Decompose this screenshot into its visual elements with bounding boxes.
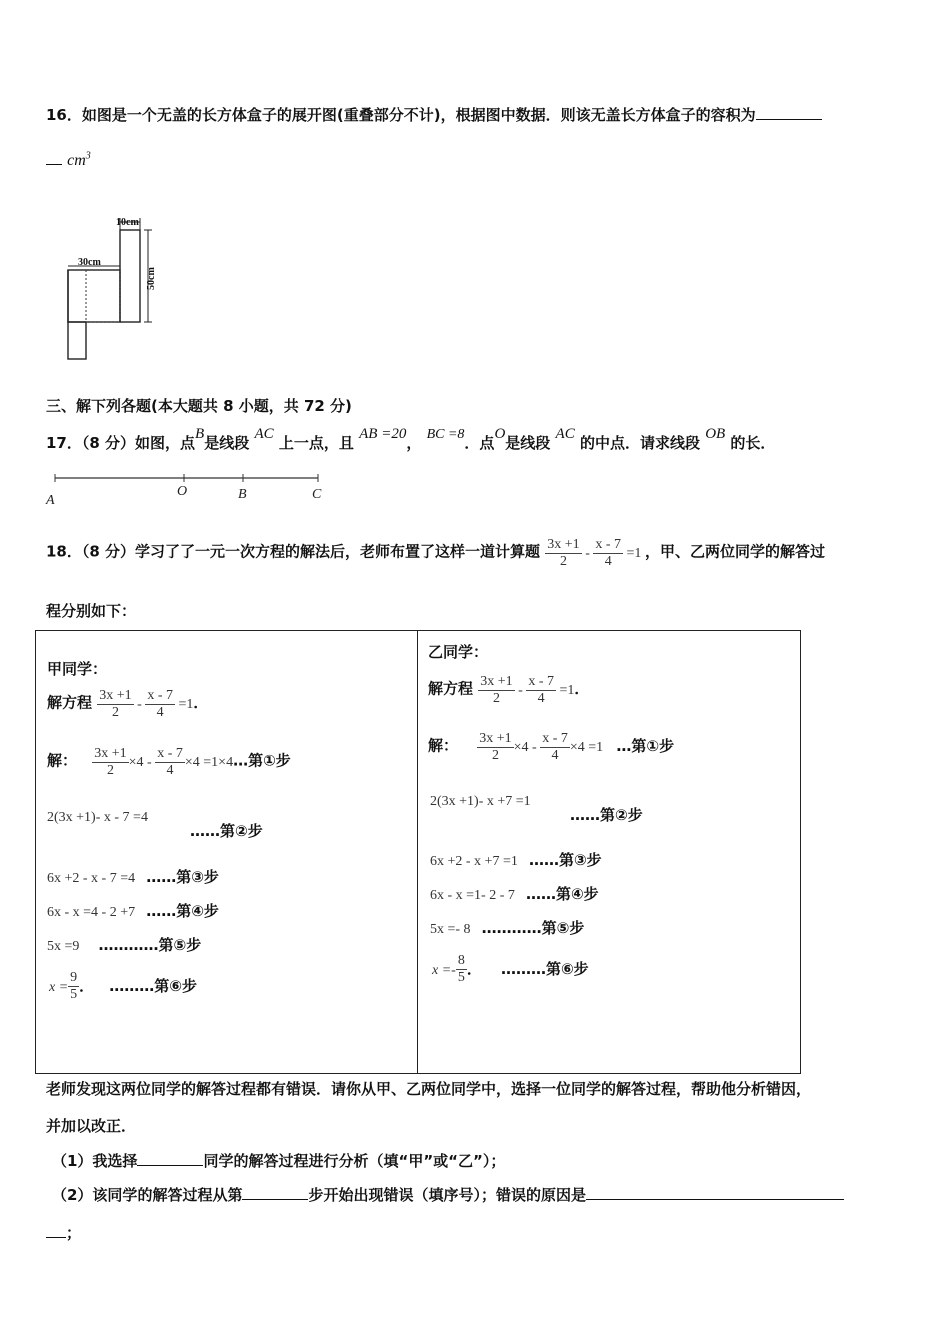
q18-eq-rhs: =1 — [626, 545, 642, 561]
yi-s6-step: ………第⑥步 — [500, 960, 589, 978]
item-1-blank[interactable] — [137, 1151, 203, 1166]
yi-step2 — [430, 790, 531, 810]
jia-s1-den1: 2 — [106, 763, 114, 778]
q17-comma: ， — [406, 434, 422, 452]
yi-eq-rhs: =1 — [559, 682, 575, 698]
line-segment-figure — [40, 468, 340, 508]
yi-title: 乙同学： — [428, 643, 489, 661]
q18-eq-num2: x - 7 — [595, 537, 622, 552]
jia-s1-step: …第①步 — [233, 751, 291, 770]
label-50cm: 50cm — [146, 267, 157, 290]
yi-s4-step: ……第④步 — [525, 885, 599, 903]
jia-jie: 解： — [47, 751, 78, 770]
jia-equation-line — [47, 688, 208, 721]
yi-eq-num2: x - 7 — [528, 674, 554, 689]
q17-prefix: 17．（8 分）如图，点 — [46, 434, 196, 452]
jia-step6 — [49, 970, 197, 1003]
item-2-step-blank[interactable] — [242, 1185, 308, 1200]
box-net-figure — [50, 210, 170, 365]
q17-t6: 的长． — [730, 434, 776, 452]
jia-s1-num2: x - 7 — [157, 746, 183, 761]
point-C: C — [312, 487, 322, 502]
q17-text — [46, 426, 776, 453]
q16-text — [46, 104, 822, 125]
jia-step1 — [47, 746, 291, 779]
q18-intro — [46, 537, 825, 570]
jia-s6-step: ………第⑥步 — [109, 977, 197, 995]
yi-s1-den1: 2 — [491, 748, 499, 763]
jia-eq-rhs: =1 — [178, 696, 194, 712]
jia-title: 甲同学： — [47, 660, 108, 678]
jia-eq-den1: 2 — [111, 705, 119, 720]
q16-unit: cm — [67, 152, 86, 169]
section-3-heading: 三、解下列各题(本大题共 8 小题，共 72 分) — [46, 397, 352, 415]
item-2-prefix: （2）该同学的解答过程从第 — [52, 1186, 243, 1204]
after-p1: 老师发现这两位同学的解答过程都有错误．请你从甲、乙两位同学中，选择一位同学的解答过程，帮助他分析错因， — [46, 1080, 812, 1098]
jia-step2-label: ……第②步 — [190, 822, 263, 840]
jia-step5 — [47, 934, 201, 955]
yi-eq-num1: 3x +1 — [480, 674, 513, 689]
jia-period: ． — [193, 693, 209, 712]
jia-s5-step: …………第⑤步 — [98, 936, 202, 954]
yi-equation-line — [428, 674, 589, 707]
yi-jie: 解： — [428, 736, 459, 755]
yi-step2-label: ……第②步 — [570, 806, 643, 824]
q17-ab-eq: AB =20 — [359, 426, 407, 442]
item-2 — [52, 1184, 844, 1205]
point-B: B — [238, 487, 247, 502]
jia-eq-den2: 4 — [156, 705, 164, 720]
point-O: O — [177, 484, 188, 499]
yi-s1-num2: x - 7 — [542, 731, 568, 746]
yi-s1-tail2: ×4 =1 — [569, 739, 604, 755]
q17-t2: 上一点，且 — [278, 434, 354, 452]
label-30cm: 30cm — [78, 257, 101, 268]
q17-t5: 的中点．请求线段 — [579, 434, 700, 452]
item-2-tail: ； — [66, 1224, 82, 1242]
yi-step5 — [430, 917, 584, 938]
jia-s1-tail2: ×4 =1×4 — [184, 754, 234, 770]
yi-s3-eq: 6x +2 - x +7 =1 — [430, 854, 518, 869]
after-p2: 并加以改正． — [46, 1117, 137, 1135]
q17-bc-eq: BC =8 — [426, 427, 465, 442]
q16-blank-cont[interactable] — [46, 150, 62, 165]
jia-s3-eq: 6x +2 - x - 7 =4 — [47, 871, 136, 886]
jia-step3 — [47, 866, 219, 887]
yi-eq-minus: - — [518, 682, 523, 698]
q16-unit-line — [46, 150, 91, 170]
yi-step1 — [428, 731, 674, 764]
yi-step4 — [430, 883, 599, 904]
item-1-prefix: （1）我选择 — [52, 1152, 138, 1170]
yi-s2-eq: 2(3x +1)- x +7 =1 — [430, 794, 531, 809]
yi-step3 — [430, 849, 602, 870]
yi-period: ． — [574, 679, 590, 698]
yi-eq-den1: 2 — [492, 691, 500, 706]
yi-step6 — [432, 953, 589, 986]
jia-s2-eq: 2(3x +1)- x - 7 =4 — [47, 810, 148, 825]
item-1 — [52, 1150, 505, 1171]
yi-s1-den2: 4 — [551, 748, 559, 763]
q18-eq-den2: 4 — [604, 554, 612, 569]
jia-s6-period: ． — [79, 977, 95, 995]
jia-s1-den2: 4 — [166, 763, 174, 778]
jia-s3-step: ……第③步 — [146, 868, 219, 886]
jia-solve-label: 解方程 — [47, 693, 93, 712]
q17-t1: 是线段 — [204, 434, 250, 452]
yi-s6-num: 8 — [457, 953, 465, 968]
yi-s1-num1: 3x +1 — [479, 731, 512, 746]
yi-s6-lhs: x =- — [432, 963, 456, 978]
solutions-divider — [417, 630, 418, 1073]
item-2-mid: 步开始出现错误（填序号）；错误的原因是 — [308, 1186, 586, 1204]
q18-equation — [545, 537, 645, 569]
box-net-bottom-flap — [68, 322, 86, 359]
label-10cm: 10cm — [116, 217, 139, 228]
q18-intro-end: ，甲、乙两位同学的解答过 — [644, 542, 825, 561]
q16-unit-exp: 3 — [85, 150, 91, 162]
q17-var-O: O — [494, 426, 506, 442]
jia-step4 — [47, 900, 219, 921]
q17-var-AC-2: AC — [555, 426, 575, 442]
yi-s5-eq: 5x =- 8 — [430, 922, 471, 937]
yi-s6-period: ． — [466, 960, 482, 978]
yi-s5-step: …………第⑤步 — [481, 919, 585, 937]
q16-blank[interactable] — [756, 105, 822, 120]
jia-s1-num1: 3x +1 — [94, 746, 127, 761]
q17-var-B: B — [195, 426, 205, 442]
q17-var-OB: OB — [705, 426, 726, 442]
jia-eq-minus: - — [137, 696, 142, 712]
box-net-base — [68, 270, 120, 322]
q17-var-AC: AC — [254, 426, 274, 442]
jia-s4-step: ……第④步 — [146, 902, 219, 920]
jia-s5-eq: 5x =9 — [47, 939, 80, 954]
jia-eq-num1: 3x +1 — [99, 688, 132, 703]
yi-solve-label: 解方程 — [428, 679, 474, 698]
q17-t3: ．点 — [464, 434, 495, 452]
yi-s6-den: 5 — [457, 970, 465, 985]
point-A: A — [46, 493, 55, 508]
box-net-top-flap — [120, 230, 140, 322]
q16-text-body: 16．如图是一个无盖的长方体盒子的展开图(重叠部分不计)，根据图中数据．则该无盖长方体盒子的容积为 — [46, 106, 756, 124]
jia-step2 — [47, 806, 148, 826]
q18-intro-text: 18．（8 分）学习了了一元一次方程的解法后，老师布置了这样一道计算题 — [46, 542, 541, 561]
q18-intro-2: 程分别如下： — [46, 602, 137, 620]
yi-s3-step: ……第③步 — [528, 851, 602, 869]
jia-s4-eq: 6x - x =4 - 2 +7 — [47, 905, 136, 920]
yi-s1-step: …第①步 — [616, 736, 675, 755]
item-1-suffix: 同学的解答过程进行分析（填“甲”或“乙”）； — [203, 1152, 506, 1170]
yi-s4-eq: 6x - x =1- 2 - 7 — [430, 888, 515, 903]
item-2-cont — [46, 1222, 81, 1243]
q18-eq-den1: 2 — [559, 554, 567, 569]
item-2-reason-blank[interactable] — [586, 1185, 844, 1200]
jia-s6-lhs: x = — [49, 980, 69, 995]
q18-eq-num1: 3x +1 — [547, 537, 580, 552]
q18-eq-minus: - — [585, 545, 590, 561]
jia-s6-den: 5 — [70, 987, 78, 1002]
jia-eq-num2: x - 7 — [147, 688, 173, 703]
item-2-reason-blank-cont[interactable] — [46, 1223, 66, 1238]
jia-s1-tail: ×4 - — [128, 754, 152, 770]
yi-s1-tail: ×4 - — [513, 739, 537, 755]
jia-s6-num: 9 — [70, 970, 78, 985]
q17-t4: 是线段 — [505, 434, 551, 452]
yi-eq-den2: 4 — [537, 691, 545, 706]
